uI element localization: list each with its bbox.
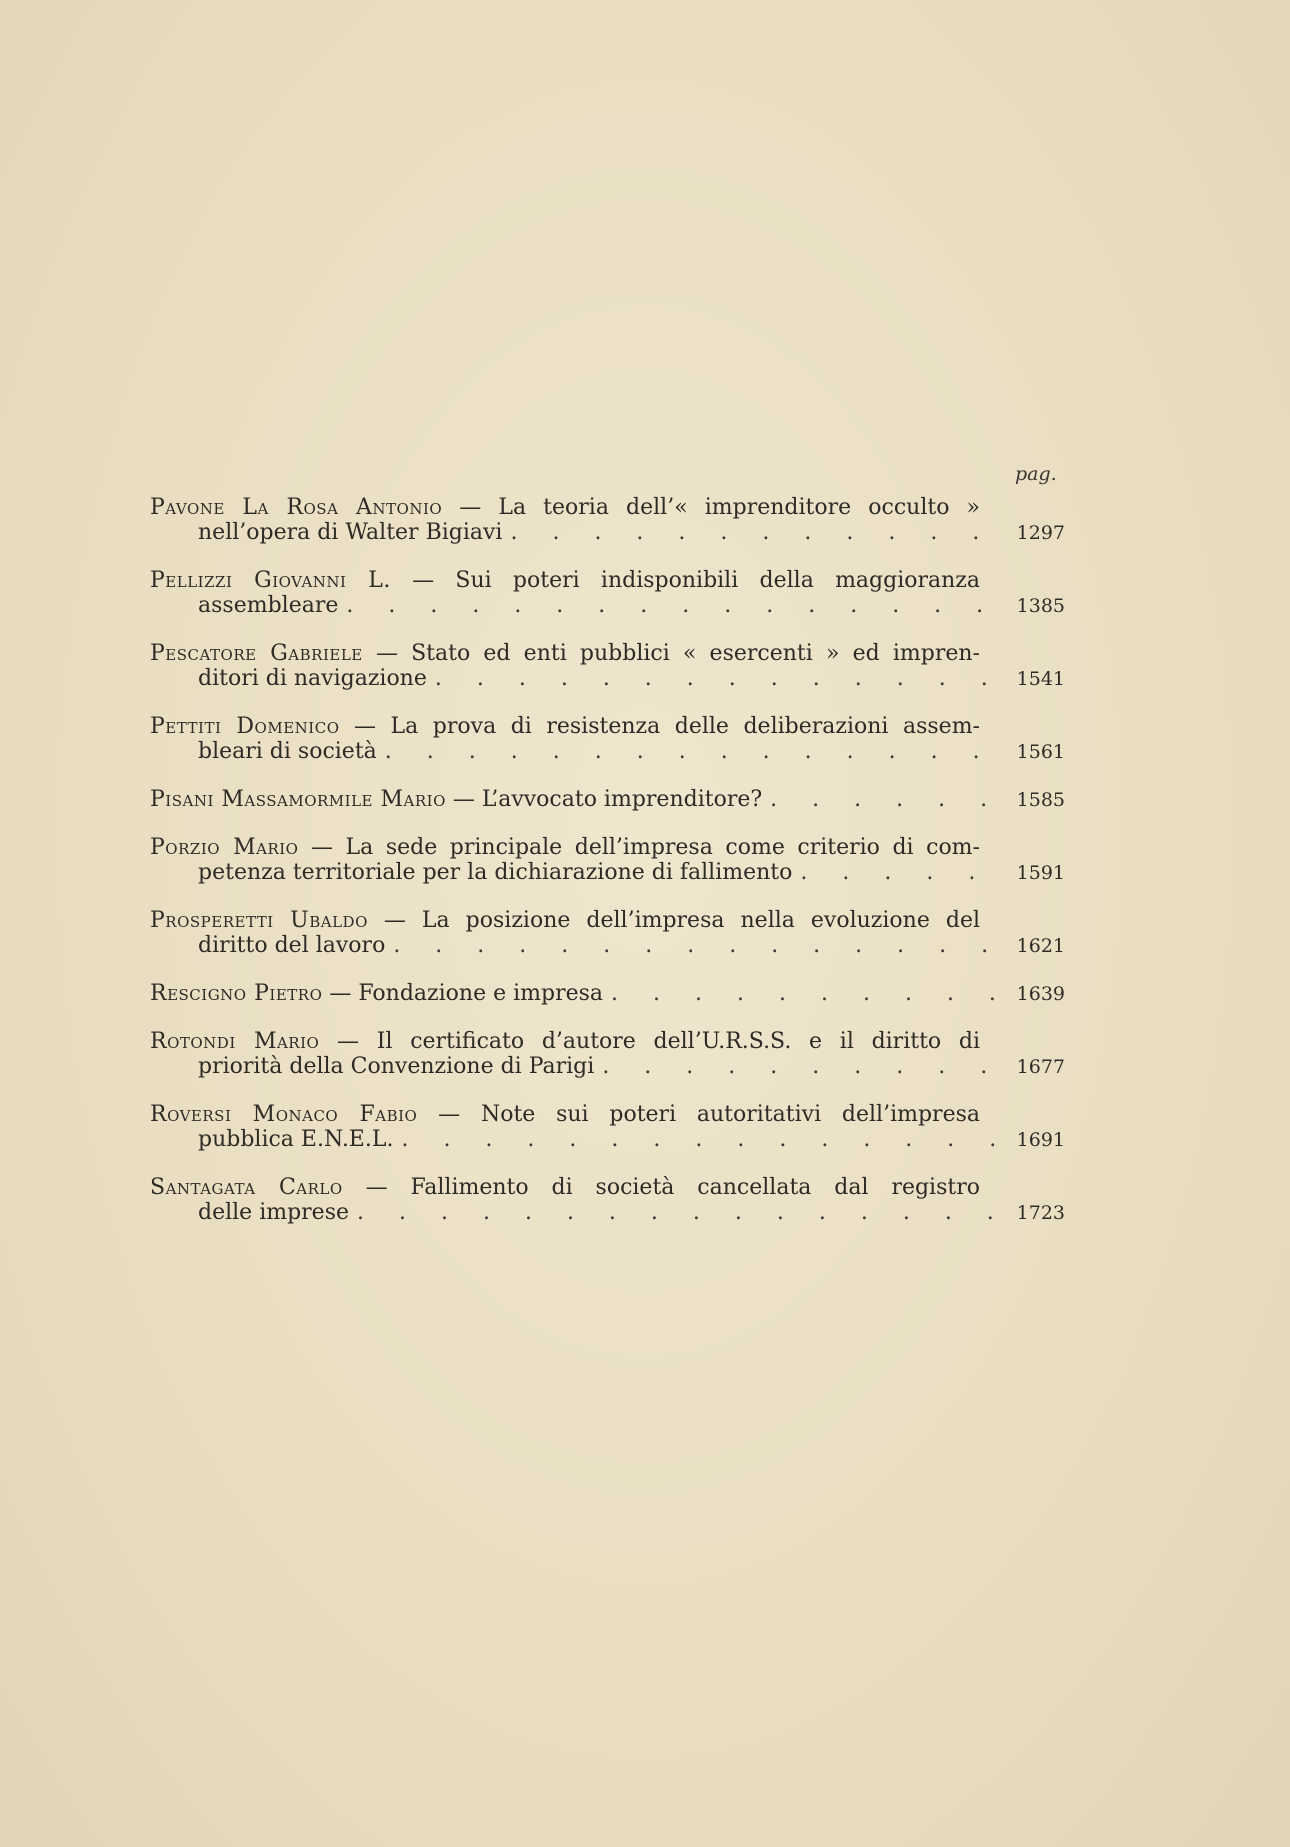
toc-entry-line1 <box>150 1029 980 1054</box>
toc-entry <box>150 908 1065 959</box>
toc-entry-line1 <box>150 495 980 520</box>
toc-title: — La posizione dell’impresa nella evoluzione del <box>383 908 981 933</box>
toc-entry-line2 <box>150 1127 1065 1153</box>
toc-page-number: 1621 <box>1016 935 1065 957</box>
toc-author: Santagata Carlo <box>150 1175 343 1200</box>
toc-entry <box>150 495 1065 546</box>
toc-title: — La sede principale dell’impresa come criterio di com- <box>311 835 980 860</box>
toc-page-number: 1639 <box>1016 983 1065 1005</box>
toc-entry-line2 <box>150 593 1065 619</box>
toc-page-number: 1561 <box>1016 741 1065 763</box>
toc-entry-line1 <box>150 714 980 739</box>
toc-author: Prosperetti Ubaldo <box>150 908 368 933</box>
page-column-header: pag. <box>1015 463 1057 485</box>
leader-dots <box>357 1200 1003 1225</box>
toc-entry-line1 <box>150 1102 980 1127</box>
toc-page-number: 1591 <box>1016 862 1065 884</box>
toc-author: Porzio Mario <box>150 835 299 860</box>
toc-page-number: 1677 <box>1016 1056 1065 1078</box>
toc-title: — La prova di resistenza delle deliberazioni assem- <box>354 714 980 739</box>
toc-title: — La teoria dell’« imprenditore occulto » <box>459 495 980 520</box>
toc-page-number: 1585 <box>1016 789 1065 811</box>
toc-entry <box>150 1175 1065 1226</box>
leader-dots <box>770 787 1003 812</box>
toc-author: Roversi Monaco Fabio <box>150 1102 418 1127</box>
toc-page-number: 1385 <box>1016 595 1065 617</box>
toc-entry <box>150 641 1065 692</box>
toc-title-cont: diritto del lavoro <box>198 933 386 958</box>
leader-dots <box>602 1054 1003 1079</box>
toc-title-cont: delle imprese <box>198 1200 350 1225</box>
leader-dots <box>385 739 1003 764</box>
toc-entry-line2 <box>150 860 1065 886</box>
toc-entry-line1 <box>150 787 1065 813</box>
toc-page-number: 1691 <box>1016 1129 1065 1151</box>
table-of-contents <box>150 495 1065 1248</box>
leader-dots <box>401 1127 1003 1152</box>
leader-dots <box>800 860 1003 885</box>
toc-page-number: 1723 <box>1016 1202 1065 1224</box>
toc-title: — L’avvocato imprenditore? <box>452 787 763 812</box>
toc-entry-line1 <box>150 568 980 593</box>
leader-dots <box>393 933 1003 958</box>
toc-entry-line2 <box>150 739 1065 765</box>
toc-title-cont: pubblica E.N.E.L. <box>198 1127 394 1152</box>
toc-entry-line1 <box>150 641 980 666</box>
toc-entry <box>150 787 1065 813</box>
toc-page-number: 1297 <box>1016 522 1065 544</box>
toc-entry-line2 <box>150 1054 1065 1080</box>
leader-dots <box>611 981 1003 1006</box>
toc-title: — Fondazione e impresa <box>329 981 604 1006</box>
toc-entry <box>150 568 1065 619</box>
toc-entry <box>150 1029 1065 1080</box>
toc-author: Rescigno Pietro <box>150 981 323 1006</box>
toc-title: — Sui poteri indisponibili della maggioranza <box>412 568 980 593</box>
toc-entry <box>150 714 1065 765</box>
toc-title: — Fallimento di società cancellata dal registro <box>365 1175 980 1200</box>
leader-dots <box>346 593 1003 618</box>
toc-title: — Note sui poteri autoritativi dell’impresa <box>438 1102 981 1127</box>
toc-entry-line2 <box>150 666 1065 692</box>
leader-dots <box>510 520 1003 545</box>
toc-entry-line1 <box>150 908 980 933</box>
toc-entry <box>150 981 1065 1007</box>
leader-dots <box>435 666 1003 691</box>
toc-title-cont: nell’opera di Walter Bigiavi <box>198 520 503 545</box>
toc-author: Pettiti Domenico <box>150 714 340 739</box>
toc-author: Pavone La Rosa Antonio <box>150 495 443 520</box>
toc-page-number: 1541 <box>1016 668 1065 690</box>
toc-entry-line1 <box>150 981 1065 1007</box>
toc-title-cont: priorità della Convenzione di Parigi <box>198 1054 595 1079</box>
toc-entry-line2 <box>150 1200 1065 1226</box>
toc-entry-line1 <box>150 835 980 860</box>
toc-author: Pescatore Gabriele <box>150 641 363 666</box>
toc-title-cont: bleari di società <box>198 739 377 764</box>
toc-author: Pisani Massamormile Mario <box>150 787 446 812</box>
toc-title-cont: petenza territoriale per la dichiarazione di fallimento <box>198 860 793 885</box>
toc-title-cont: assembleare <box>198 593 339 618</box>
toc-author: Pellizzi Giovanni L. <box>150 568 391 593</box>
toc-title-cont: ditori di navigazione <box>198 666 427 691</box>
toc-entry-line2 <box>150 933 1065 959</box>
toc-author: Rotondi Mario <box>150 1029 320 1054</box>
toc-entry-line1 <box>150 1175 980 1200</box>
toc-title: — Stato ed enti pubblici « esercenti » ed impren- <box>375 641 980 666</box>
toc-entry-line2 <box>150 520 1065 546</box>
toc-entry <box>150 835 1065 886</box>
toc-entry <box>150 1102 1065 1153</box>
toc-title: — Il certificato d’autore dell’U.R.S.S. e il diritto di <box>337 1029 980 1054</box>
